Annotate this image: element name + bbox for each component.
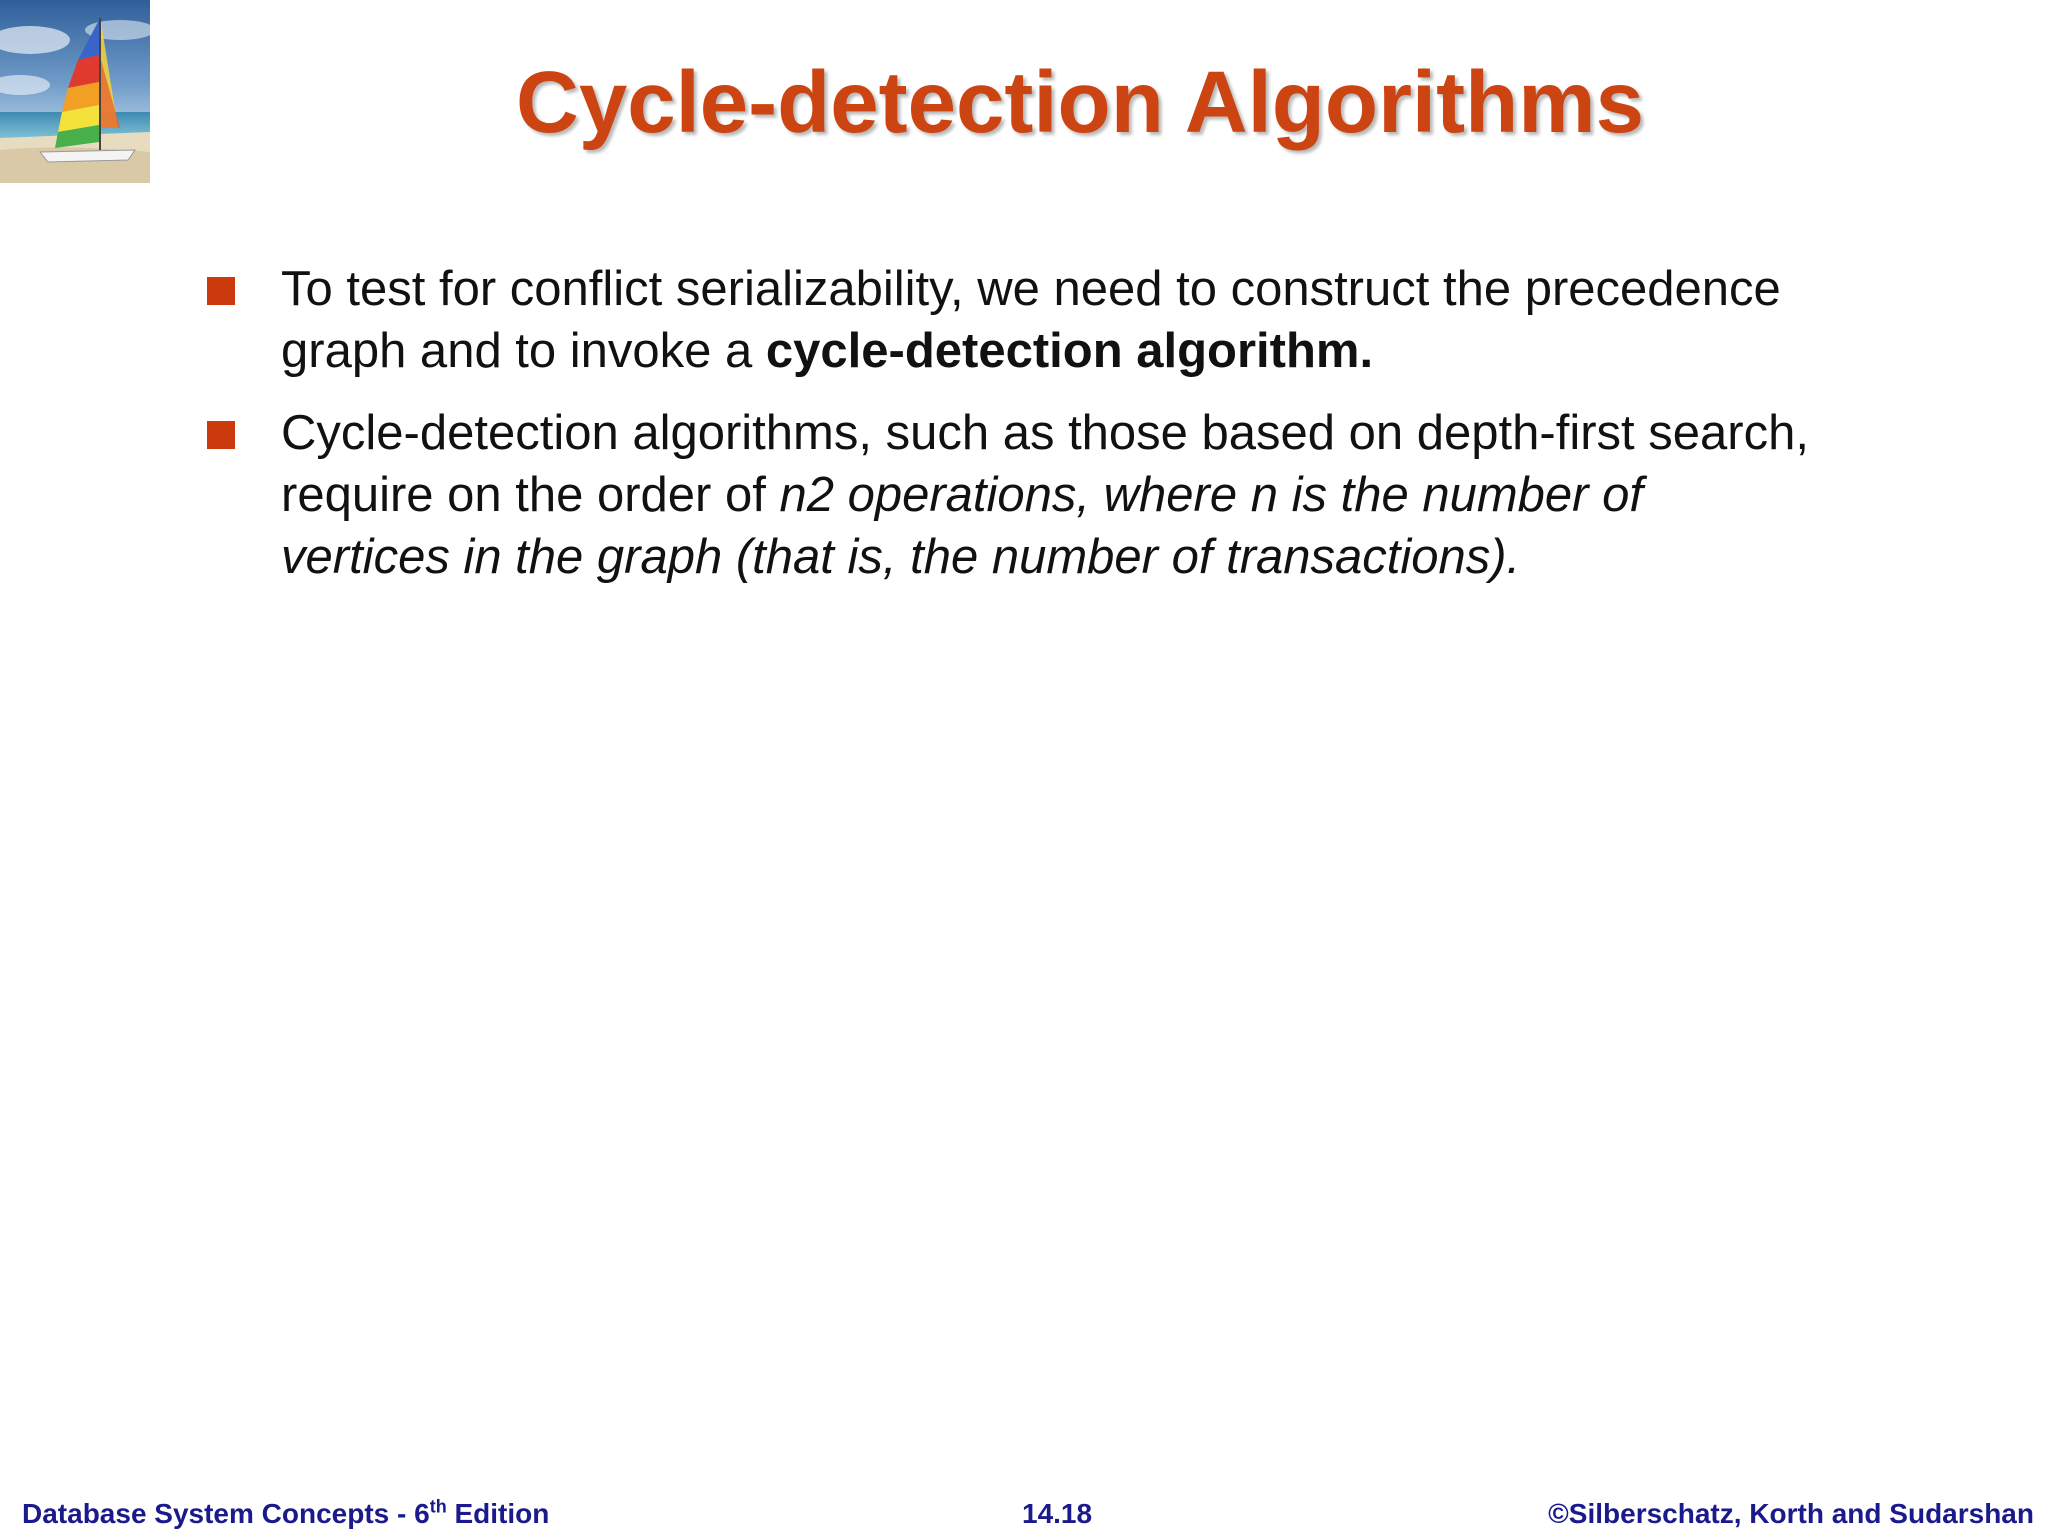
footer-slide-number: 14.18 xyxy=(1022,1498,1093,1529)
footer-edition-suffix: th xyxy=(429,1496,447,1517)
square-bullet-icon xyxy=(207,421,235,449)
bullet-item xyxy=(281,402,1981,588)
bullet-italic-text: n2 operations, where n is the number of xyxy=(779,468,1643,522)
bullet-text: graph and to invoke a xyxy=(281,324,766,378)
bullet-text: require on the order of xyxy=(281,468,780,522)
bullet-line xyxy=(281,464,1981,526)
bullet-bold-text: cycle-detection algorithm. xyxy=(765,324,1374,378)
sailboat-logo-icon xyxy=(0,0,150,183)
square-bullet-icon xyxy=(207,277,235,305)
bullet-text: To test for conflict serializability, we need to construct the precedence xyxy=(281,262,1781,316)
bullet-item xyxy=(281,258,1981,382)
bullet-text: Cycle-detection algorithms, such as those based on depth-first search, xyxy=(281,406,1809,460)
slide-title: Cycle-detection Algorithms xyxy=(516,54,1644,151)
bullet-italic-text: vertices in the graph (that is, the number of transactions). xyxy=(281,530,1521,584)
footer-book-title xyxy=(22,1496,549,1532)
footer-book-title-suffix: Edition xyxy=(446,1498,550,1529)
footer-book-title-prefix: Database System Concepts - 6 xyxy=(22,1498,430,1529)
bullet-line xyxy=(281,402,1981,464)
bullet-line xyxy=(281,526,1981,588)
bullet-line xyxy=(281,258,1981,320)
footer-copyright: ©Silberschatz, Korth and Sudarshan xyxy=(1548,1498,2034,1529)
bullet-line xyxy=(281,320,1981,382)
